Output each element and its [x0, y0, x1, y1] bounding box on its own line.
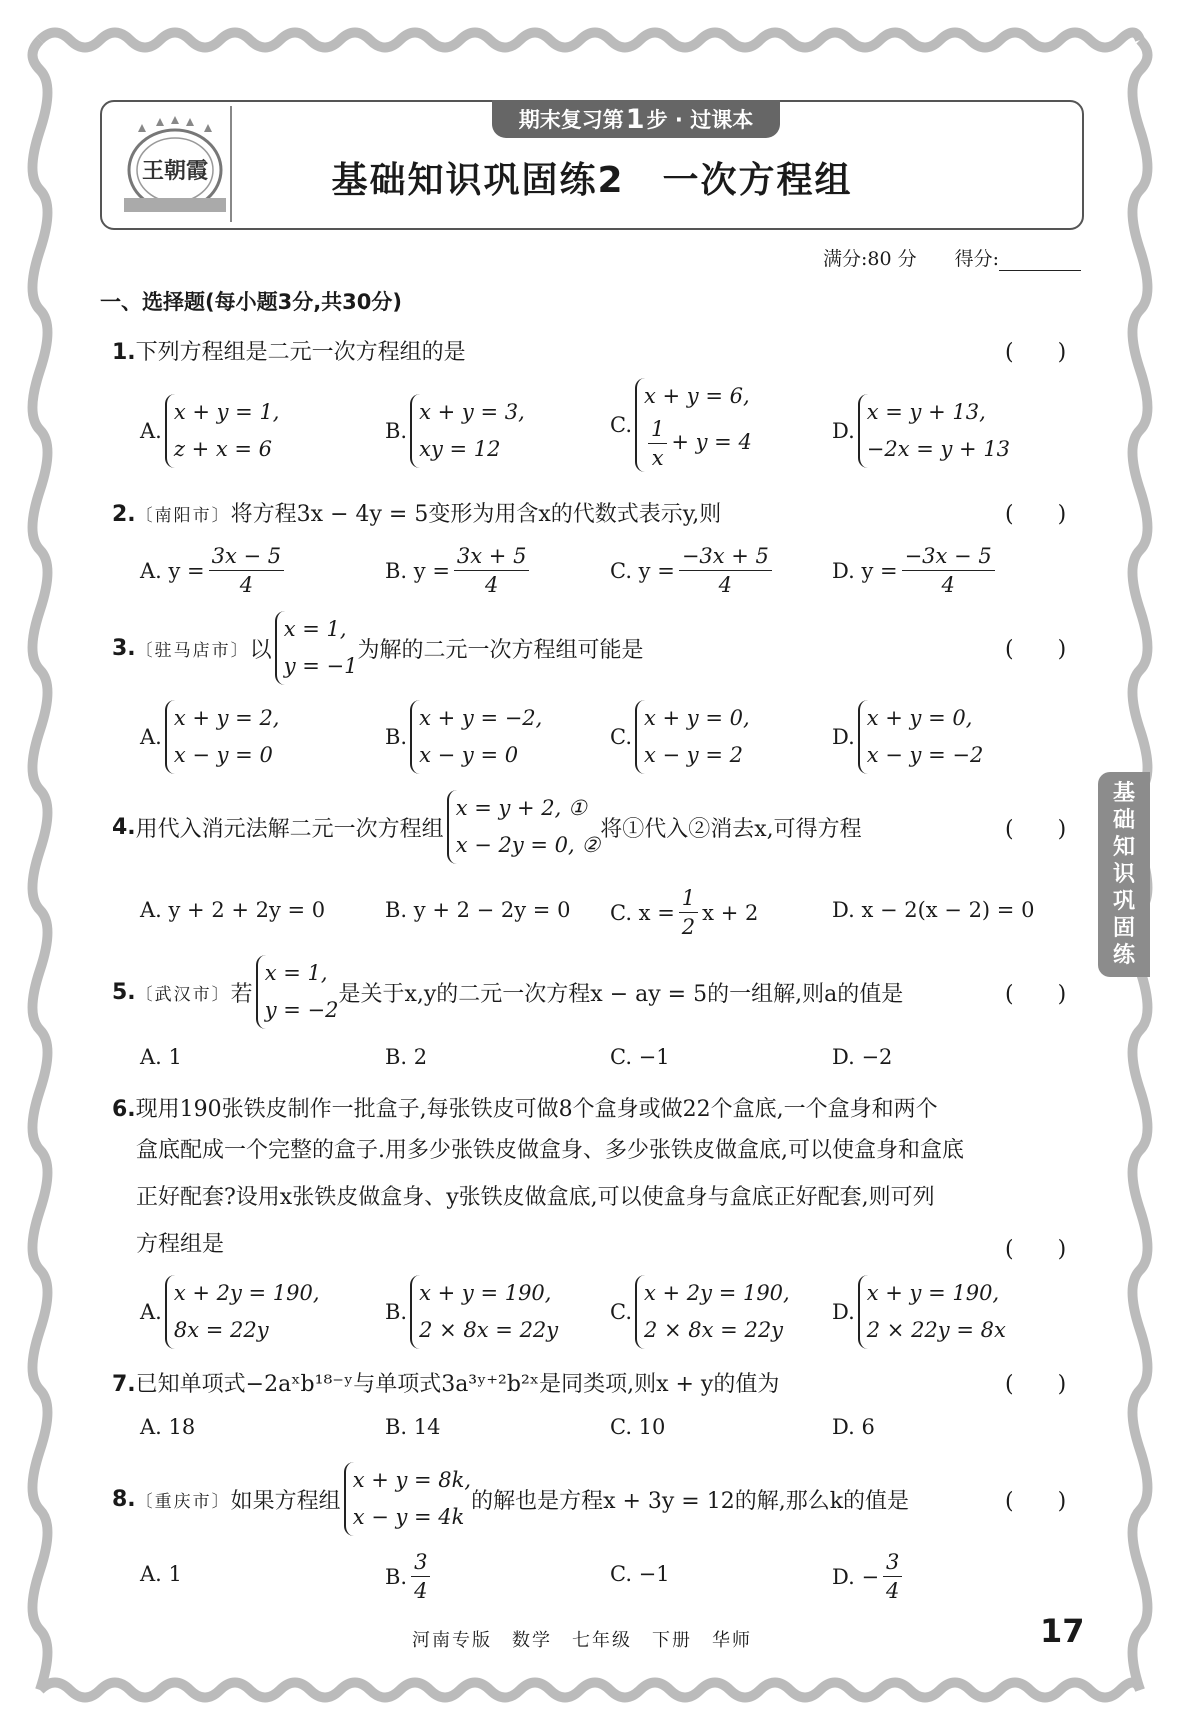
q2-answer-blank: ( ): [1005, 502, 1067, 527]
step-tag-suffix: 步 · 过课本: [646, 108, 754, 132]
side-tab: 基 础 知 识 巩 固 练: [1098, 772, 1150, 977]
q2-option-c: C. y = $\frac{-3x + 5}{4}$: [610, 542, 776, 599]
q3-option-a: A. x + y = 2, x − y = 0: [140, 700, 279, 774]
q6-option-a: A. x + 2y = 190, 8x = 22y: [140, 1275, 320, 1349]
svg-text:王朝霞: 王朝霞: [141, 158, 209, 184]
q8-option-b: B. $\frac{3}{4}$: [385, 1548, 434, 1605]
q1-option-c: C. x + y = 6, $\frac{1}{x}$ + y = 4: [610, 378, 752, 472]
q4-option-c: C. x = $\frac{1}{2}$ x + 2: [610, 886, 759, 939]
q4-option-b: B. y + 2 − 2y = 0: [385, 898, 571, 922]
step-tag-number: 1: [625, 103, 645, 135]
question-2: 2.〔南阳市〕将方程3x − 4y = 5变形为用含x的代数式表示y,则: [112, 502, 722, 527]
q2-option-a: A. y = $\frac{3x - 5}{4}$: [140, 542, 288, 599]
q7-option-c: C. 10: [610, 1415, 666, 1439]
q6-line-3: 正好配套?设用x张铁皮做盒身、y张铁皮做盒底,可以使盒身与盒底正好配套,则可列: [136, 1185, 935, 1210]
q7-option-d: D. 6: [832, 1415, 875, 1439]
step-tag: [492, 100, 780, 138]
q5-option-d: D. −2: [832, 1045, 893, 1069]
q3-answer-blank: ( ): [1005, 637, 1067, 662]
q5-option-a: A. 1: [140, 1045, 182, 1069]
q6-answer-blank: ( ): [1005, 1237, 1067, 1262]
question-1: [112, 335, 466, 366]
q1-text: 下列方程组是二元一次方程组的是: [135, 340, 466, 365]
step-tag-prefix: 期末复习第: [518, 108, 624, 132]
q6-option-d: D. x + y = 190, 2 × 22y = 8x: [832, 1275, 1006, 1349]
full-score: 满分:80 分: [822, 248, 917, 270]
question-8: 8. 〔重庆市〕 如果方程组 x + y = 8k, x − y = 4k 的解也是方程x + 3y = 12的解,那么k的值是: [112, 1462, 909, 1536]
q5-option-c: C. −1: [610, 1045, 670, 1069]
q1-option-d: D. x = y + 13, −2x = y + 13: [832, 394, 1010, 468]
q6-body: [136, 1127, 1080, 1268]
page-number: 17: [1040, 1612, 1085, 1650]
score-line: [823, 244, 1081, 271]
q5-answer-blank: ( ): [1005, 982, 1067, 1007]
q1-number: 1.: [112, 340, 136, 365]
q5-option-b: B. 2: [385, 1045, 428, 1069]
q6-option-b: B. x + y = 190, 2 × 8x = 22y: [385, 1275, 558, 1349]
question-4: 4. 用代入消元法解二元一次方程组 x = y + 2, ① x − 2y = 0, ② 将①代入②消去x,可得方程: [112, 790, 862, 864]
q6-line-2: 盒底配成一个完整的盒子.用多少张铁皮做盒身、多少张铁皮做盒底,可以使盒身和盒底: [136, 1138, 964, 1163]
section-heading: 一、选择题(每小题3分,共30分): [100, 290, 403, 314]
q8-answer-blank: ( ): [1005, 1489, 1067, 1514]
q4-answer-blank: ( ): [1005, 817, 1067, 842]
q1-option-b: B. x + y = 3, xy = 12: [385, 394, 525, 468]
q7-option-a: A. 18: [140, 1415, 196, 1439]
q4-option-d: D. x − 2(x − 2) = 0: [832, 898, 1035, 922]
q6-line-4: 方程组是: [136, 1232, 225, 1257]
q1-option-a: A. x + y = 1, z + x = 6: [140, 394, 279, 468]
q8-option-c: C. −1: [610, 1562, 670, 1586]
question-6: 6.现用190张铁皮制作一批盒子,每张铁皮可做8个盒身或做22个盒底,一个盒身和两个: [112, 1097, 938, 1122]
q8-option-a: A. 1: [140, 1562, 182, 1586]
question-5: 5. 〔武汉市〕 若 x = 1, y = −2 是关于x,y的二元一次方程x − ay = 5的一组解,则a的值是: [112, 955, 903, 1029]
q7-answer-blank: ( ): [1005, 1372, 1067, 1397]
q6-option-c: C. x + 2y = 190, 2 × 8x = 22y: [610, 1275, 790, 1349]
q4-option-a: A. y + 2 + 2y = 0: [140, 898, 326, 922]
q1-answer-blank: ( ): [1005, 340, 1067, 365]
q3-option-c: C. x + y = 0, x − y = 2: [610, 700, 750, 774]
q2-option-d: D. y = $\frac{-3x - 5}{4}$: [832, 542, 999, 599]
q3-option-b: B. x + y = −2, x − y = 0: [385, 700, 542, 774]
q2-option-b: B. y = $\frac{3x + 5}{4}$: [385, 542, 533, 599]
q3-option-d: D. x + y = 0, x − y = −2: [832, 700, 983, 774]
q7-option-b: B. 14: [385, 1415, 441, 1439]
question-3: 3. 〔驻马店市〕 以 x = 1, y = −1 为解的二元一次方程组可能是: [112, 611, 643, 685]
header-banner: [100, 100, 1084, 230]
score-blank: [999, 252, 1081, 271]
footer-info: 河南专版 数学 七年级 下册 华师: [412, 1630, 752, 1651]
page-title: 基础知识巩固练2 一次方程组: [331, 160, 853, 201]
score-label: 得分:: [954, 248, 999, 270]
q8-option-d: D. − $\frac{3}{4}$: [832, 1548, 906, 1605]
question-7: 7.已知单项式−2aˣb¹⁸⁻ʸ与单项式3a³ʸ⁺²b²ˣ是同类项,则x + y的值为: [112, 1372, 780, 1397]
